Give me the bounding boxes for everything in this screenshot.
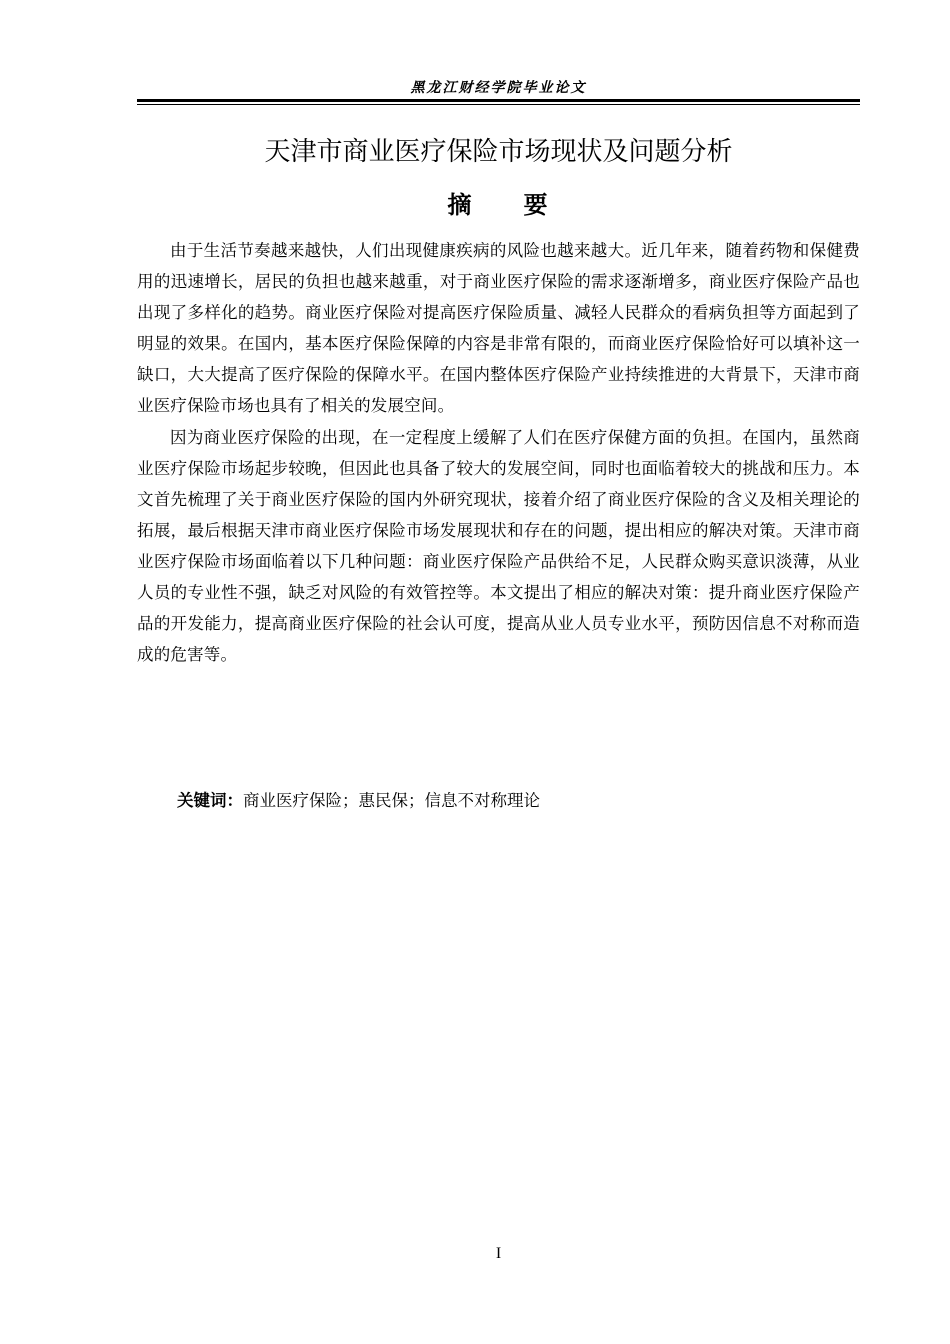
keywords-label: 关键词： xyxy=(177,791,243,810)
paper-title: 天津市商业医疗保险市场现状及问题分析 xyxy=(264,137,733,167)
abstract-paragraph-2: 因为商业医疗保险的出现，在一定程度上缓解了人们在医疗保健方面的负担。在国内，虽然商业医疗保险市场起步较晚，但因此也具备了较大的发展空间，同时也面临着较大的挑战和压力。本文首先梳理了关于商业医疗保险的国内外研究现状，接着介绍了商业医疗保险的含义及相关理论的拓展，最后根据天津市商业医疗保险市场发展现状和存在的问题，提出相应的解决对策。天津市商业医疗保险市场面临着以下几种问题：商业医疗保险产品供给不足，人民群众购买意识淡薄，从业人员的专业性不强，缺乏对风险的有效管控等。本文提出了相应的解决对策：提升商业医疗保险产品的开发能力，提高商业医疗保险的社会认可度，提高从业人员专业水平，预防因信息不对称而造成的危害等。 xyxy=(137,427,860,665)
abstract-heading-part1: 摘 xyxy=(447,191,474,219)
abstract-heading xyxy=(137,188,860,222)
abstract-body xyxy=(137,235,860,670)
keywords-line xyxy=(177,785,540,816)
keywords-value: 商业医疗保险；惠民保；信息不对称理论 xyxy=(243,791,540,810)
page-number: I xyxy=(495,1245,502,1262)
abstract-heading-part2: 要 xyxy=(523,191,550,219)
running-header: 黑龙江财经学院毕业论文 xyxy=(410,80,587,96)
header-rule-thin xyxy=(137,104,860,105)
abstract-paragraph-1: 由于生活节奏越来越快，人们出现健康疾病的风险也越来越大。近几年来，随着药物和保健费用的迅速增长，居民的负担也越来越重，对于商业医疗保险的需求逐渐增多，商业医疗保险产品也出现了多样化的趋势。商业医疗保险对提高医疗保险质量、减轻人民群众的看病负担等方面起到了明显的效果。在国内，基本医疗保险保障的内容是非常有限的，而商业医疗保险恰好可以填补这一缺口，大大提高了医疗保险的保障水平。在国内整体医疗保险产业持续推进的大背景下，天津市商业医疗保险市场也具有了相关的发展空间。 xyxy=(137,241,860,416)
header-rule-thick xyxy=(137,99,860,102)
